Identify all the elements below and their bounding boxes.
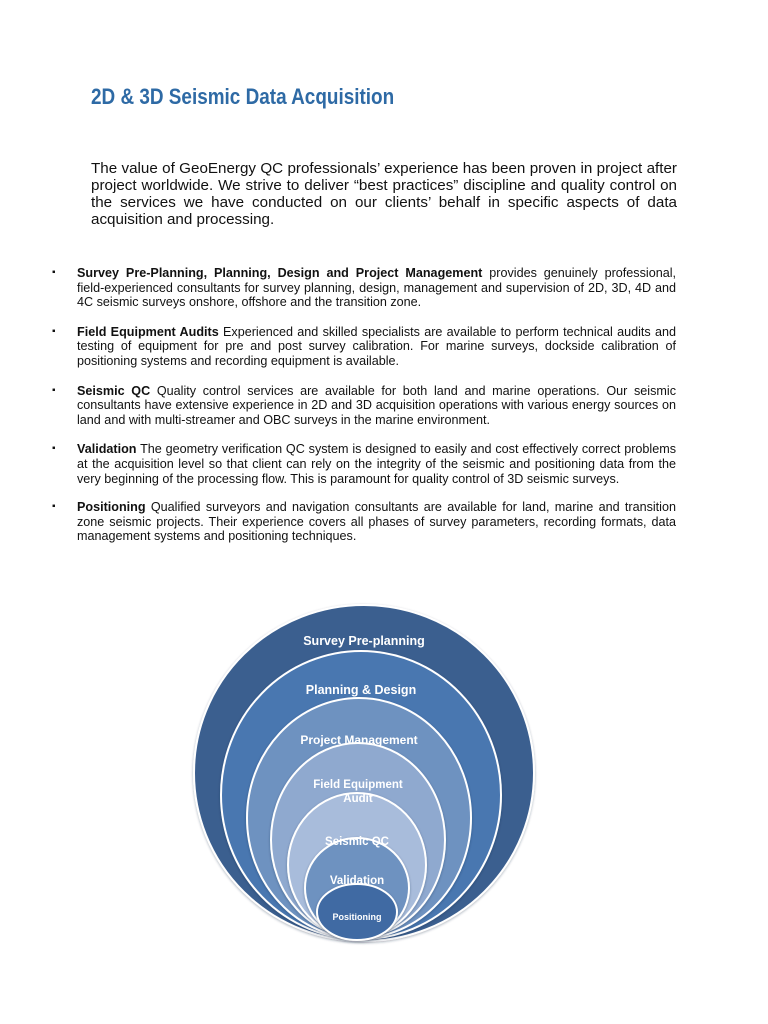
bullet-square-icon: ▪ bbox=[52, 501, 56, 513]
bullet-heading: Seismic QC bbox=[77, 383, 151, 398]
bullet-square-icon: ▪ bbox=[52, 384, 56, 396]
bullet-square-icon: ▪ bbox=[52, 443, 56, 455]
page-title: 2D & 3D Seismic Data Acquisition bbox=[91, 84, 395, 109]
bullet-heading: Validation bbox=[77, 442, 137, 457]
list-item-validation bbox=[52, 442, 676, 486]
diagram-label-2: Planning & Design bbox=[305, 683, 417, 697]
list-item-seismic-qc bbox=[52, 384, 676, 428]
intro-paragraph: The value of GeoEnergy QC professionals’ experience has been proven in project after project worldwide. We strive to deliver “best practices” discipline and quality control on the services we have conducted on our clients’ behalf in specific aspects of data acquisition and processing. bbox=[91, 160, 677, 228]
bullet-square-icon: ▪ bbox=[52, 267, 56, 278]
bullet-square-icon: ▪ bbox=[52, 325, 56, 337]
bullet-body: Qualified surveyors and navigation consultants are available for land, marine and transition zone seismic projects. Their experience covers all phases of survey parameters, recording formats, data management systems and positioning techniques. bbox=[77, 500, 676, 544]
list-item-field-equipment-audits bbox=[52, 325, 676, 369]
diagram-label-4: Field Equipment bbox=[313, 779, 403, 791]
list-item-survey-planning bbox=[52, 266, 676, 310]
services-list bbox=[52, 266, 676, 544]
bullet-body: The geometry verification QC system is designed to easily and cost effectively correct problems at the acquisition level so that client can rely on the integrity of the seismic and positioning data from the very beginning of the processing flow. This is paramount for quality control of 3D seismic surveys. bbox=[77, 442, 676, 486]
diagram-label-4-line2: Audit bbox=[343, 793, 373, 805]
bullet-body: provides genuinely professional, field-experienced consultants for survey planning, design, management and supervision of 2D, 3D, 4D and 4C seismic surveys onshore, offshore and the transition zone. bbox=[77, 266, 677, 310]
bullet-body: Experienced and skilled specialists are available to perform technical audits and testing of equipment for pre and post survey calibration. For marine surveys, dockside calibration of positioning systems and recording equipment is available. bbox=[77, 324, 676, 368]
bullet-heading: Positioning bbox=[77, 500, 146, 515]
diagram-label-1: Survey Pre-planning bbox=[303, 634, 425, 648]
diagram-label-3: Project Management bbox=[300, 733, 418, 747]
diagram-label-5: Seismic QC bbox=[325, 836, 389, 848]
diagram-label-6: Validation bbox=[329, 875, 385, 887]
bullet-heading: Survey Pre-Planning, Planning, Design and Project Management bbox=[77, 266, 483, 280]
list-item-positioning bbox=[52, 500, 676, 544]
bullet-body: Quality control services are available for both land and marine operations. Our seismic consultants have extensive experience in 2D and 3D acquisition operations with various energy sources on land and with multi-streamer and OBC surveys in the marine environment. bbox=[77, 383, 676, 427]
diagram-label-7: Positioning bbox=[332, 912, 382, 922]
bullet-heading: Field Equipment Audits bbox=[77, 324, 219, 339]
nested-circles-diagram bbox=[0, 590, 768, 950]
